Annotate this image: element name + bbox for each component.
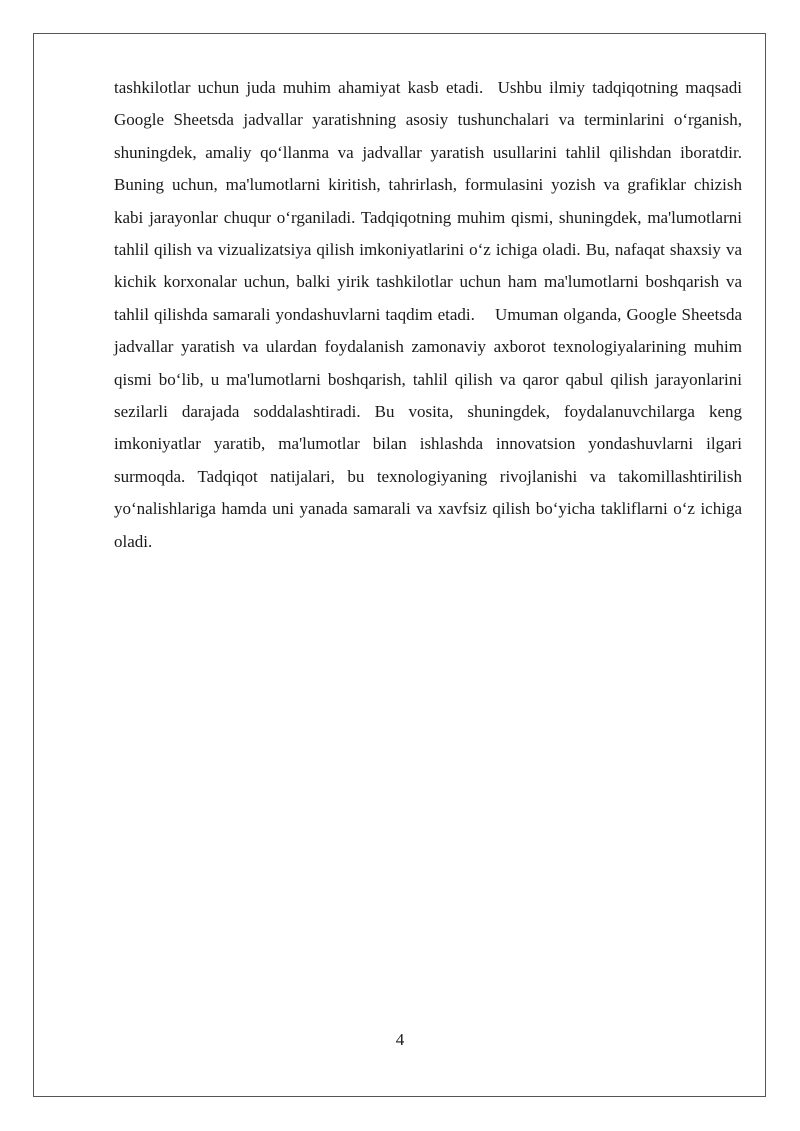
page-number: 4 <box>395 1030 405 1049</box>
body-paragraph: tashkilotlar uchun juda muhim ahamiyat kasb etadi. Ushbu ilmiy tadqiqotning maqsadi Google Sheetsda jadvallar yaratishning asosiy tushunchalari va terminlarini o‘rganish, shuningdek, amaliy qo‘llanma va jadvallar yaratish usullarini tahlil qilishdan iboratdir. Buning uchun, ma'lumotlarni kiritish, tahrirlash, formulasini yozish va grafiklar chizish kabi jarayonlar chuqur o‘rganiladi. Tadqiqotning muhim qismi, shuningdek, ma'lumotlarni tahlil qilish va vizualizatsiya qilish imkoniyatlarini o‘z ichiga oladi. Bu, nafaqat shaxsiy va kichik korxonalar uchun, balki yirik tashkilotlar uchun ham ma'lumotlarni boshqarish va tahlil qilishda samarali yondashuvlarni taqdim etadi. Umuman olganda, Google Sheetsda jadvallar yaratish va ulardan foydalanish zamonaviy axborot texnologiyalarining muhim qismi bo‘lib, u ma'lumotlarni boshqarish, tahlil qilish va qaror qabul qilish jarayonlarini sezilarli darajada soddalashtiradi. Bu vosita, shuningdek, foydalanuvchilarga keng imkoniyatlar yaratib, ma'lumotlar bilan ishlashda innovatsion yondashuvlarni ilgari surmoqda. Tadqiqot natijalari, bu texnologiyaning rivojlanishi va takomillashtirilish yo‘nalishlariga hamda uni yanada samarali va xavfsiz qilish bo‘yicha takliflarni o‘z ichiga oladi. <box>114 78 747 551</box>
